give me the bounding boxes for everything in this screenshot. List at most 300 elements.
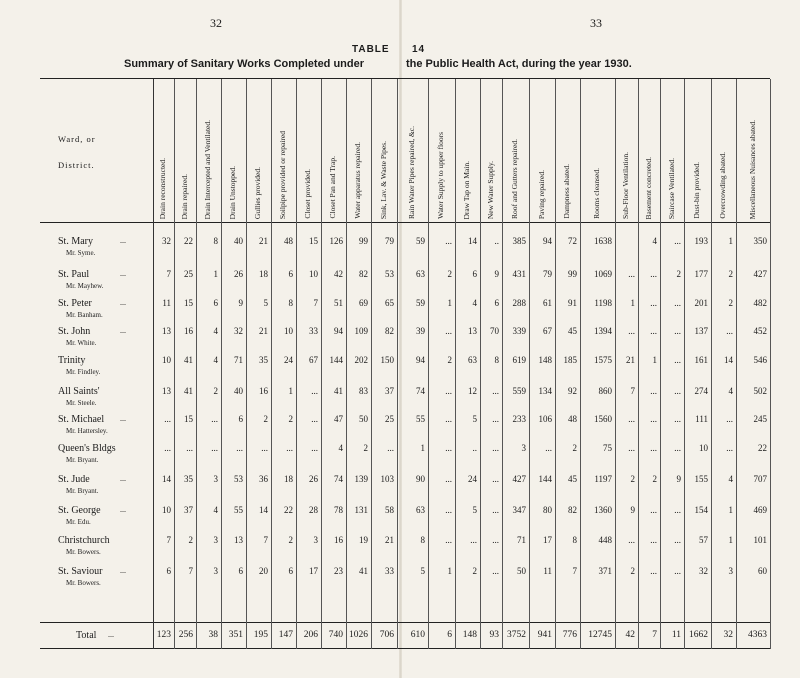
column-header bbox=[455, 84, 480, 219]
table-cell: 2 bbox=[630, 474, 635, 484]
column-header bbox=[711, 84, 736, 219]
table-cell: 33 bbox=[309, 326, 318, 336]
table-cell: 9 bbox=[494, 269, 499, 279]
total-cell: 610 bbox=[410, 630, 425, 640]
table-cell: ... bbox=[492, 443, 499, 453]
table-cell: 71 bbox=[234, 355, 243, 365]
table-cell: 55 bbox=[234, 505, 243, 515]
table-cell: 1197 bbox=[594, 474, 612, 484]
table-row bbox=[0, 298, 800, 328]
table-cell: 28 bbox=[309, 505, 318, 515]
ward-name bbox=[58, 505, 101, 516]
table-cell: 193 bbox=[694, 236, 708, 246]
table-cell: 69 bbox=[359, 298, 368, 308]
column-header bbox=[555, 84, 580, 219]
table-cell: 860 bbox=[598, 386, 612, 396]
table-cell: 53 bbox=[234, 474, 243, 484]
table-cell: 161 bbox=[694, 355, 708, 365]
ward-label: St. George bbox=[58, 505, 101, 516]
table-cell: 1 bbox=[728, 505, 733, 515]
column-header-label: Closet Pan and Trap. bbox=[328, 156, 338, 219]
table-cell: ... bbox=[445, 326, 452, 336]
ward-label: St. Saviour bbox=[58, 566, 103, 577]
column-header-label: New Water Supply. bbox=[485, 160, 495, 219]
inspector-name: Mr. Findley. bbox=[66, 368, 101, 376]
inspector-name: Mr. Mayhew. bbox=[66, 282, 104, 290]
table-title-left: TABLE bbox=[352, 44, 390, 55]
table-cell: 35 bbox=[184, 474, 193, 484]
table-cell: 5 bbox=[263, 298, 268, 308]
table-cell: ... bbox=[492, 566, 499, 576]
table-cell: 202 bbox=[354, 355, 368, 365]
table-cell: 6 bbox=[213, 298, 218, 308]
table-cell: 2 bbox=[652, 474, 657, 484]
table-cell: 17 bbox=[543, 535, 552, 545]
table-cell: 5 bbox=[420, 566, 425, 576]
table-cell: 9 bbox=[630, 505, 635, 515]
column-header-label: Miscellaneous Nuisances abated. bbox=[747, 119, 757, 219]
column-header bbox=[502, 84, 529, 219]
inspector-name: Mr. White. bbox=[66, 339, 97, 347]
table-cell: 94 bbox=[543, 236, 552, 246]
table-cell: 63 bbox=[468, 355, 477, 365]
table-cell: 6 bbox=[238, 414, 243, 424]
table-cell: 24 bbox=[284, 355, 293, 365]
ward-label: St. Michael bbox=[58, 414, 105, 425]
table-cell: 4 bbox=[213, 355, 218, 365]
table-cell: 91 bbox=[568, 298, 577, 308]
table-row bbox=[0, 414, 800, 444]
inspector-name: Mr. Banham. bbox=[66, 311, 103, 319]
table-title-right: 14 bbox=[412, 44, 426, 55]
table-cell: 482 bbox=[753, 298, 767, 308]
table-cell: 106 bbox=[538, 414, 552, 424]
table-cell: 92 bbox=[568, 386, 577, 396]
table-cell: ... bbox=[236, 443, 243, 453]
table-cell: 350 bbox=[753, 236, 767, 246]
table-cell: 58 bbox=[385, 505, 394, 515]
table-cell: 233 bbox=[512, 414, 526, 424]
total-cell: 4363 bbox=[748, 630, 767, 640]
total-cell: 1026 bbox=[349, 630, 368, 640]
ward-header-line1: Ward, or bbox=[58, 134, 96, 144]
table-cell: ... bbox=[674, 326, 681, 336]
table-cell: 288 bbox=[512, 298, 526, 308]
table-row bbox=[0, 505, 800, 535]
table-cell: 1 bbox=[288, 386, 293, 396]
column-header-label: Water Supply to upper floors bbox=[436, 132, 446, 219]
total-cell: 12745 bbox=[588, 630, 612, 640]
table-cell: ... bbox=[445, 535, 452, 545]
table-cell: 177 bbox=[694, 269, 708, 279]
table-cell: 137 bbox=[694, 326, 708, 336]
table-cell: 7 bbox=[572, 566, 577, 576]
total-row bbox=[0, 630, 800, 660]
ward-name bbox=[58, 326, 90, 337]
table-cell: 37 bbox=[385, 386, 394, 396]
ward-label: Queen's Bldgs bbox=[58, 443, 116, 454]
table-cell: 13 bbox=[162, 326, 171, 336]
table-cell: 99 bbox=[568, 269, 577, 279]
table-cell: ... bbox=[492, 474, 499, 484]
column-header bbox=[480, 84, 502, 219]
table-cell: 10 bbox=[284, 326, 293, 336]
table-cell: 4 bbox=[728, 386, 733, 396]
table-cell: 2 bbox=[728, 269, 733, 279]
table-cell: 42 bbox=[334, 269, 343, 279]
table-cell: ... bbox=[211, 414, 218, 424]
table-cell: 7 bbox=[263, 535, 268, 545]
table-cell: ... bbox=[492, 535, 499, 545]
table-cell: ... bbox=[726, 443, 733, 453]
table-cell: 1 bbox=[447, 566, 452, 576]
inspector-name: Mr. Bryant. bbox=[66, 487, 99, 495]
page-number-right: 33 bbox=[590, 16, 602, 30]
table-cell: 25 bbox=[184, 269, 193, 279]
table-cell: 3 bbox=[728, 566, 733, 576]
leader-dots: ... bbox=[120, 269, 126, 278]
total-cell: 148 bbox=[462, 630, 477, 640]
table-cell: 502 bbox=[753, 386, 767, 396]
table-cell: 35 bbox=[259, 355, 268, 365]
table-cell: 67 bbox=[543, 326, 552, 336]
table-cell: 148 bbox=[538, 355, 552, 365]
table-cell: ... bbox=[650, 414, 657, 424]
column-header bbox=[296, 84, 321, 219]
table-cell: 51 bbox=[334, 298, 343, 308]
table-cell: 1575 bbox=[594, 355, 612, 365]
table-cell: 144 bbox=[329, 355, 343, 365]
table-cell: 94 bbox=[334, 326, 343, 336]
table-row bbox=[0, 355, 800, 385]
table-cell: 2 bbox=[188, 535, 193, 545]
table-cell: ... bbox=[650, 443, 657, 453]
table-cell: 1069 bbox=[594, 269, 612, 279]
table-cell: ... bbox=[445, 236, 452, 246]
table-cell: ... bbox=[674, 386, 681, 396]
column-header bbox=[221, 84, 246, 219]
table-cell: 21 bbox=[259, 326, 268, 336]
column-header-label: Sub-Floor Ventilation. bbox=[621, 152, 631, 219]
table-row bbox=[0, 386, 800, 416]
column-header bbox=[638, 84, 660, 219]
table-cell: 41 bbox=[184, 355, 193, 365]
table-cell: 339 bbox=[512, 326, 526, 336]
table-cell: 41 bbox=[334, 386, 343, 396]
table-cell: 45 bbox=[568, 326, 577, 336]
table-cell: ... bbox=[674, 298, 681, 308]
table-cell: 60 bbox=[758, 566, 767, 576]
table-cell: 1 bbox=[728, 535, 733, 545]
table-cell: 78 bbox=[334, 505, 343, 515]
table-cell: 19 bbox=[359, 535, 368, 545]
table-cell: ... bbox=[445, 474, 452, 484]
total-cell: 7 bbox=[652, 630, 657, 640]
table-cell: 144 bbox=[538, 474, 552, 484]
table-cell: 559 bbox=[512, 386, 526, 396]
total-cell: 706 bbox=[379, 630, 394, 640]
table-cell: 131 bbox=[354, 505, 368, 515]
ward-label: St. John bbox=[58, 326, 91, 337]
table-cell: 72 bbox=[568, 236, 577, 246]
column-header bbox=[428, 84, 455, 219]
table-cell: 40 bbox=[234, 386, 243, 396]
table-cell: 1 bbox=[728, 236, 733, 246]
table-cell: 8 bbox=[288, 298, 293, 308]
table-cell: 427 bbox=[512, 474, 526, 484]
ward-name bbox=[58, 474, 90, 485]
table-subtitle-left: Summary of Sanitary Works Completed under bbox=[124, 58, 365, 70]
table-cell: 22 bbox=[184, 236, 193, 246]
table-cell: 23 bbox=[334, 566, 343, 576]
table-cell: 4 bbox=[213, 505, 218, 515]
table-cell: 16 bbox=[334, 535, 343, 545]
ward-name bbox=[58, 535, 110, 546]
table-cell: 79 bbox=[543, 269, 552, 279]
table-cell: 14 bbox=[468, 236, 477, 246]
table-cell: 2 bbox=[213, 386, 218, 396]
table-cell: 83 bbox=[359, 386, 368, 396]
column-header bbox=[271, 84, 296, 219]
column-header-label: Roof and Gutters repaired. bbox=[510, 139, 520, 219]
total-cell: 1662 bbox=[689, 630, 708, 640]
table-cell: 431 bbox=[512, 269, 526, 279]
column-header-label: Dampness abated. bbox=[562, 164, 572, 219]
table-cell: 14 bbox=[724, 355, 733, 365]
table-cell: 452 bbox=[753, 326, 767, 336]
table-cell: 5 bbox=[472, 505, 477, 515]
table-cell: 26 bbox=[309, 474, 318, 484]
table-cell: 4 bbox=[338, 443, 343, 453]
ward-name bbox=[58, 386, 100, 397]
table-cell: 14 bbox=[259, 505, 268, 515]
table-cell: 10 bbox=[162, 505, 171, 515]
table-cell: 18 bbox=[284, 474, 293, 484]
table-row bbox=[0, 443, 800, 473]
table-row bbox=[0, 535, 800, 565]
table-cell: .. bbox=[472, 443, 477, 453]
table-cell: 6 bbox=[166, 566, 171, 576]
table-cell: 7 bbox=[166, 269, 171, 279]
total-cell: 6 bbox=[447, 630, 452, 640]
table-cell: 94 bbox=[416, 355, 425, 365]
table-cell: 74 bbox=[334, 474, 343, 484]
table-cell: 33 bbox=[385, 566, 394, 576]
table-cell: ... bbox=[164, 414, 171, 424]
table-cell: 16 bbox=[259, 386, 268, 396]
table-cell: ... bbox=[674, 566, 681, 576]
table-cell: ... bbox=[628, 326, 635, 336]
table-cell: 17 bbox=[309, 566, 318, 576]
inspector-name: Mr. Bowers. bbox=[66, 579, 101, 587]
table-cell: 2 bbox=[363, 443, 368, 453]
column-header bbox=[580, 84, 615, 219]
table-cell: 13 bbox=[468, 326, 477, 336]
column-header bbox=[529, 84, 555, 219]
table-cell: 67 bbox=[309, 355, 318, 365]
table-cell: 8 bbox=[572, 535, 577, 545]
column-header-label: Rooms cleansed. bbox=[592, 168, 602, 219]
leader-dots: ... bbox=[120, 298, 126, 307]
table-cell: 40 bbox=[234, 236, 243, 246]
table-cell: 79 bbox=[385, 236, 394, 246]
table-cell: ... bbox=[470, 535, 477, 545]
table-cell: 201 bbox=[694, 298, 708, 308]
table-cell: 39 bbox=[416, 326, 425, 336]
ward-label: Trinity bbox=[58, 355, 86, 366]
inspector-name: Mr. Edu. bbox=[66, 518, 91, 526]
table-cell: 2 bbox=[572, 443, 577, 453]
table-cell: 139 bbox=[354, 474, 368, 484]
ward-name bbox=[58, 269, 89, 280]
table-cell: 59 bbox=[416, 236, 425, 246]
ward-label: All Saints' bbox=[58, 386, 100, 397]
table-cell: 371 bbox=[598, 566, 612, 576]
table-cell: 619 bbox=[512, 355, 526, 365]
table-cell: ... bbox=[674, 355, 681, 365]
table-cell: 4 bbox=[652, 236, 657, 246]
total-label: Total bbox=[76, 630, 97, 641]
table-cell: 50 bbox=[359, 414, 368, 424]
table-row bbox=[0, 269, 800, 299]
table-cell: ... bbox=[726, 414, 733, 424]
table-cell: 274 bbox=[694, 386, 708, 396]
table-cell: 10 bbox=[162, 355, 171, 365]
column-header-label: Sink, Lav. & Waste Pipes. bbox=[378, 140, 388, 219]
table-cell: 63 bbox=[416, 269, 425, 279]
column-header-label: Soilpipe provided or repaired bbox=[278, 130, 288, 219]
table-cell: 25 bbox=[385, 414, 394, 424]
ward-label: St. Paul bbox=[58, 269, 90, 280]
column-header bbox=[246, 84, 271, 219]
table-cell: 7 bbox=[166, 535, 171, 545]
column-header bbox=[684, 84, 711, 219]
table-cell: 4 bbox=[213, 326, 218, 336]
table-cell: 126 bbox=[329, 236, 343, 246]
table-cell: ... bbox=[445, 386, 452, 396]
page-number-left: 32 bbox=[210, 16, 222, 30]
total-cell: 740 bbox=[328, 630, 343, 640]
total-cell: 123 bbox=[156, 630, 171, 640]
column-header-label: Overcrowding abated. bbox=[718, 152, 728, 219]
table-cell: ... bbox=[387, 443, 394, 453]
table-cell: 3 bbox=[313, 535, 318, 545]
column-header bbox=[397, 84, 428, 219]
ward-name bbox=[58, 414, 104, 425]
table-cell: 1560 bbox=[594, 414, 612, 424]
table-cell: 154 bbox=[694, 505, 708, 515]
column-header-label: Closet provided. bbox=[303, 169, 313, 219]
ward-header-line2: District. bbox=[58, 160, 95, 170]
ward-label: St. Peter bbox=[58, 298, 92, 309]
table-cell: 75 bbox=[603, 443, 612, 453]
table-cell: ... bbox=[674, 535, 681, 545]
table-cell: 8 bbox=[420, 535, 425, 545]
table-cell: ... bbox=[650, 326, 657, 336]
total-cell: 93 bbox=[489, 630, 499, 640]
table-cell: 103 bbox=[380, 474, 394, 484]
table-cell: ... bbox=[674, 505, 681, 515]
table-cell: ... bbox=[628, 535, 635, 545]
table-cell: 24 bbox=[468, 474, 477, 484]
table-cell: ... bbox=[650, 535, 657, 545]
column-header-label: Drain reconstructed. bbox=[158, 157, 168, 219]
table-cell: ... bbox=[726, 326, 733, 336]
table-cell: ... bbox=[650, 298, 657, 308]
table-cell: 3 bbox=[521, 443, 526, 453]
column-header bbox=[321, 84, 346, 219]
table-cell: ... bbox=[674, 236, 681, 246]
table-cell: 74 bbox=[416, 386, 425, 396]
total-cell: 351 bbox=[228, 630, 243, 640]
table-cell: 3 bbox=[213, 474, 218, 484]
total-cell: 32 bbox=[723, 630, 733, 640]
table-cell: 61 bbox=[543, 298, 552, 308]
table-cell: 2 bbox=[676, 269, 681, 279]
ward-name bbox=[58, 443, 116, 454]
table-cell: 41 bbox=[359, 566, 368, 576]
column-header-label: Paving repaired. bbox=[536, 169, 546, 219]
table-cell: 36 bbox=[259, 474, 268, 484]
table-cell: 50 bbox=[517, 566, 526, 576]
table-cell: ... bbox=[164, 443, 171, 453]
column-header-label: Drain repaired. bbox=[179, 173, 189, 219]
table-cell: 32 bbox=[162, 236, 171, 246]
table-cell: 134 bbox=[538, 386, 552, 396]
table-cell: 2 bbox=[630, 566, 635, 576]
column-header-label: Draw Tap on Main. bbox=[462, 160, 472, 219]
table-cell: 99 bbox=[359, 236, 368, 246]
table-cell: 15 bbox=[309, 236, 318, 246]
column-header bbox=[615, 84, 638, 219]
table-cell: 101 bbox=[753, 535, 767, 545]
table-cell: ... bbox=[311, 414, 318, 424]
table-cell: 6 bbox=[288, 269, 293, 279]
table-cell: 55 bbox=[416, 414, 425, 424]
table-cell: 1198 bbox=[594, 298, 612, 308]
table-cell: 8 bbox=[213, 236, 218, 246]
column-header-label: Drain Intercepted and Ventilated. bbox=[203, 119, 213, 219]
table-cell: ... bbox=[674, 443, 681, 453]
ward-name bbox=[58, 566, 102, 577]
table-cell: 47 bbox=[334, 414, 343, 424]
table-cell: ... bbox=[211, 443, 218, 453]
table-cell: 2 bbox=[263, 414, 268, 424]
ward-label: St. Mary bbox=[58, 236, 93, 247]
table-cell: 109 bbox=[354, 326, 368, 336]
total-cell: 42 bbox=[625, 630, 635, 640]
table-cell: ... bbox=[650, 566, 657, 576]
table-cell: 15 bbox=[184, 298, 193, 308]
table-cell: 71 bbox=[517, 535, 526, 545]
column-header-label: Dust-bin provided. bbox=[692, 162, 702, 219]
table-cell: 48 bbox=[284, 236, 293, 246]
column-header-label: Gullies provided. bbox=[253, 166, 263, 219]
table-cell: 90 bbox=[416, 474, 425, 484]
table-cell: 347 bbox=[512, 505, 526, 515]
table-cell: 1 bbox=[213, 269, 218, 279]
ward-label: St. Jude bbox=[58, 474, 90, 485]
ward-label: Christchurch bbox=[58, 535, 110, 546]
column-header bbox=[660, 84, 684, 219]
inspector-name: Mr. Hattersley. bbox=[66, 427, 108, 435]
table-cell: ... bbox=[545, 443, 552, 453]
table-cell: ... bbox=[650, 505, 657, 515]
table-subtitle-right: the Public Health Act, during the year 1930. bbox=[406, 58, 632, 70]
table-cell: 82 bbox=[385, 326, 394, 336]
table-cell: ... bbox=[650, 386, 657, 396]
ward-name bbox=[58, 298, 92, 309]
